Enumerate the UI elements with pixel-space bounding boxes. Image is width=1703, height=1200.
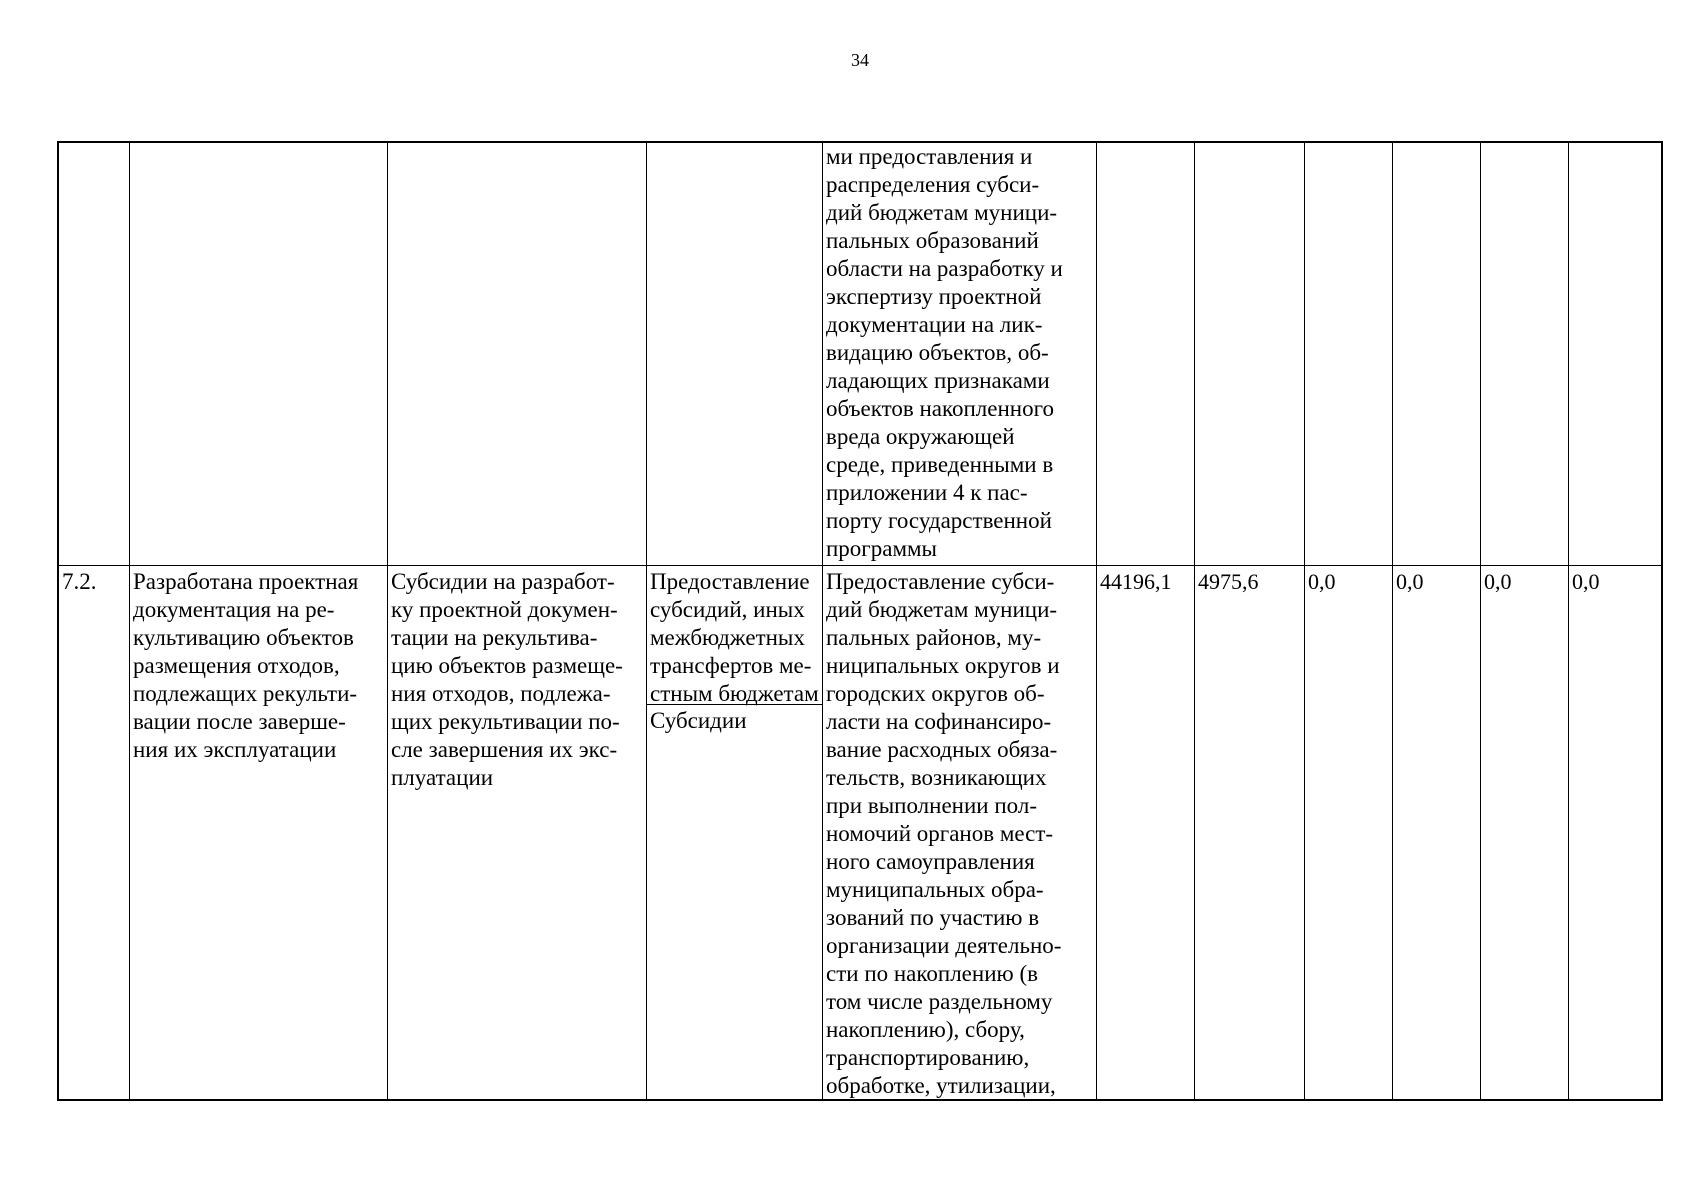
column-divider bbox=[1480, 143, 1481, 1101]
column-divider bbox=[129, 143, 130, 1101]
value-total: 44196,1 bbox=[1100, 569, 1172, 594]
type-text-bottom: Субсидии bbox=[650, 708, 747, 733]
column-divider bbox=[646, 143, 647, 1101]
row-number: 7.2. bbox=[62, 569, 97, 594]
row-separator bbox=[59, 565, 1663, 566]
column-divider bbox=[1568, 143, 1569, 1101]
value-year-4: 0,0 bbox=[1484, 569, 1512, 594]
column-divider bbox=[1392, 143, 1393, 1101]
column-divider bbox=[1304, 143, 1305, 1101]
type-text-top: Предоставление субсидий, иных межбюджетных трансфертов ме- стным бюджетам bbox=[650, 569, 819, 706]
value-year-3: 0,0 bbox=[1396, 569, 1424, 594]
result-text: Разработана проектная документация на ре- культивацию объектов размещения отходов, подлежащих рекульти- вации после заверше- ния их эксплуатации bbox=[133, 569, 359, 762]
budget-table bbox=[57, 141, 1663, 1101]
value-year-2: 0,0 bbox=[1308, 569, 1336, 594]
subsidy-text: Субсидии на разработ- ку проектной докумен- тации на рекультива- цию объектов размеще- ния отходов, подлежа- щих рекультивации по- сле завершения их экс- плуатации bbox=[391, 569, 623, 790]
value-year-1: 4975,6 bbox=[1198, 569, 1259, 594]
continuation-description: ми предоставления и распределения субси- дий бюджетам муници- пальных образований области на разработку и экспертизу проектной документации на лик- видацию объектов, об- ладающих признаками объектов накопленного вреда окружающей среде, приведенными в приложении 4 к пас- порту государственной программы bbox=[826, 144, 1063, 561]
column-divider bbox=[387, 143, 388, 1101]
value-year-5: 0,0 bbox=[1572, 569, 1600, 594]
page-number: 34 bbox=[851, 50, 869, 70]
column-divider bbox=[1096, 143, 1097, 1101]
column-divider bbox=[822, 143, 823, 1101]
column-divider bbox=[1194, 143, 1195, 1101]
description-text: Предоставление субси- дий бюджетам муници- пальных районов, му- ниципальных округов и городских округов об- ласти на софинансиро- вание расходных обяза- тельств, возникающих при выполнении пол- номочий органов мест- ного самоуправления муниципальных обра- зований по участию в организации деятельно- сти по накоплению (в том числе раздельному накоплению), сбору, транспортированию, обработке, утилизации, bbox=[826, 569, 1062, 1098]
